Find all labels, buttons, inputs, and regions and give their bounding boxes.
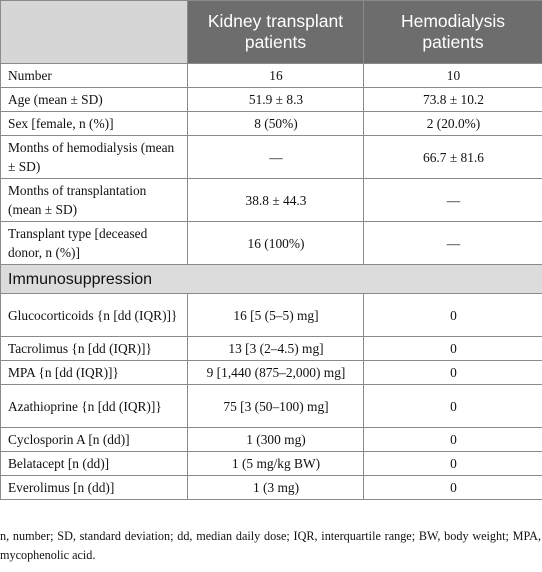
table-row xyxy=(1,294,542,337)
table-footnote: n, number; SD, standard deviation; dd, median daily dose; IQR, interquartile range; BW, body weight; MPA, mycophenolic acid. xyxy=(0,529,541,562)
kidney-transplant-value: 13 [3 (2–4.5) mg] xyxy=(188,337,364,361)
kidney-transplant-value: 1 (5 mg/kg BW) xyxy=(188,452,364,476)
table-row xyxy=(1,385,542,428)
table-row xyxy=(1,337,542,361)
hemodialysis-value: 0 xyxy=(364,361,542,385)
hemodialysis-value: 0 xyxy=(364,452,542,476)
hemodialysis-value: 0 xyxy=(364,385,542,428)
kidney-transplant-value: 75 [3 (50–100) mg] xyxy=(188,385,364,428)
hemodialysis-value: 0 xyxy=(364,428,542,452)
table-row xyxy=(1,179,542,222)
row-label: Everolimus [n (dd)] xyxy=(1,476,188,500)
table-row xyxy=(1,428,542,452)
hemodialysis-value: 0 xyxy=(364,476,542,500)
kidney-transplant-value: 51.9 ± 8.3 xyxy=(188,88,364,112)
row-label: Azathioprine {n [dd (IQR)]} xyxy=(1,385,188,428)
table-row xyxy=(1,112,542,136)
table-header-row xyxy=(1,1,542,64)
row-label: Months of hemodialysis (mean ± SD) xyxy=(1,136,188,179)
hemodialysis-value: 0 xyxy=(364,337,542,361)
header-kidney-transplant: Kidney transplant patients xyxy=(188,1,364,64)
kidney-transplant-value: 16 (100%) xyxy=(188,222,364,265)
hemodialysis-value: — xyxy=(364,222,542,265)
row-label: Glucocorticoids {n [dd (IQR)]} xyxy=(1,294,188,337)
row-label: Age (mean ± SD) xyxy=(1,88,188,112)
kidney-transplant-value: — xyxy=(188,136,364,179)
row-label: Sex [female, n (%)] xyxy=(1,112,188,136)
kidney-transplant-value: 16 [5 (5–5) mg] xyxy=(188,294,364,337)
table-row xyxy=(1,222,542,265)
table-row xyxy=(1,361,542,385)
section-title: Immunosuppression xyxy=(1,265,542,294)
row-label: Tacrolimus {n [dd (IQR)]} xyxy=(1,337,188,361)
header-hemodialysis: Hemodialysis patients xyxy=(364,1,542,64)
hemodialysis-value: 0 xyxy=(364,294,542,337)
table-row xyxy=(1,476,542,500)
row-label: Belatacept [n (dd)] xyxy=(1,452,188,476)
hemodialysis-value: 10 xyxy=(364,64,542,88)
row-label: Months of transplantation (mean ± SD) xyxy=(1,179,188,222)
kidney-transplant-value: 1 (3 mg) xyxy=(188,476,364,500)
hemodialysis-value: 66.7 ± 81.6 xyxy=(364,136,542,179)
hemodialysis-value: 2 (20.0%) xyxy=(364,112,542,136)
table-row xyxy=(1,136,542,179)
table-row xyxy=(1,88,542,112)
row-label: Cyclosporin A [n (dd)] xyxy=(1,428,188,452)
section-row-immunosuppression xyxy=(1,265,542,294)
hemodialysis-value: 73.8 ± 10.2 xyxy=(364,88,542,112)
kidney-transplant-value: 1 (300 mg) xyxy=(188,428,364,452)
kidney-transplant-value: 9 [1,440 (875–2,000) mg] xyxy=(188,361,364,385)
row-label: Number xyxy=(1,64,188,88)
kidney-transplant-value: 16 xyxy=(188,64,364,88)
kidney-transplant-value: 38.8 ± 44.3 xyxy=(188,179,364,222)
row-label: Transplant type [deceased donor, n (%)] xyxy=(1,222,188,265)
header-blank-cell xyxy=(1,1,188,64)
hemodialysis-value: — xyxy=(364,179,542,222)
table-row xyxy=(1,64,542,88)
table-row xyxy=(1,452,542,476)
row-label: MPA {n [dd (IQR)]} xyxy=(1,361,188,385)
kidney-transplant-value: 8 (50%) xyxy=(188,112,364,136)
